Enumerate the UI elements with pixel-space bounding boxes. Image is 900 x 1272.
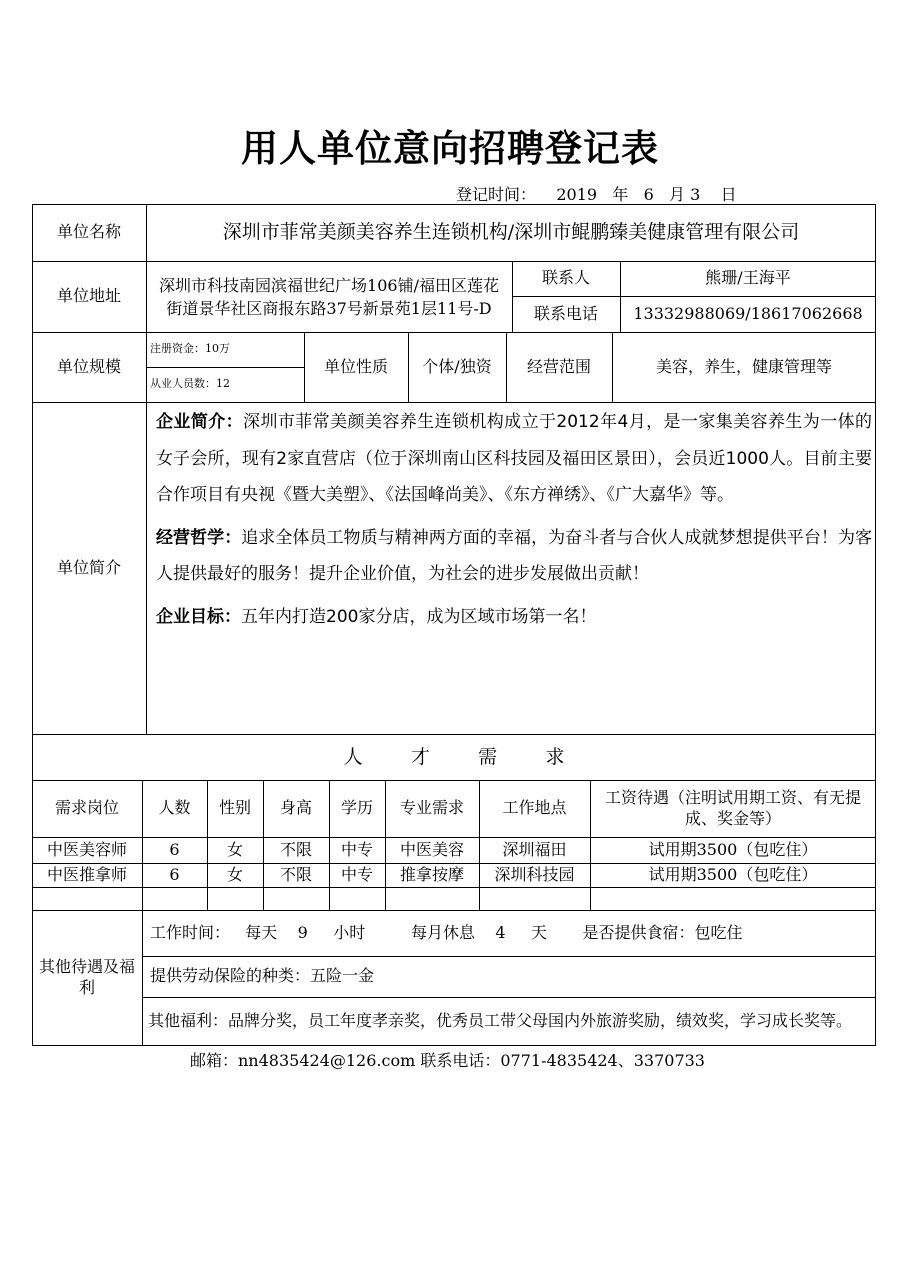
col-major: 专业需求 bbox=[399, 798, 464, 818]
table-row-1-location: 深圳福田 bbox=[502, 839, 567, 859]
label-contact-person: 联系人 bbox=[541, 268, 590, 288]
unit-name-value: 深圳市菲常美颜美容养生连锁机构/深圳市鲲鹏臻美健康管理有限公司 bbox=[222, 221, 800, 244]
goal-title: 企业目标： bbox=[156, 606, 241, 627]
table-row-1-position: 中医美容师 bbox=[46, 839, 127, 859]
table-row-2-position: 中医推拿师 bbox=[46, 864, 127, 884]
insurance-value: 提供劳动保险的种类：五险一金 bbox=[150, 966, 375, 986]
table-row-1-height: 不限 bbox=[279, 839, 312, 859]
table-row-3-empty bbox=[32, 887, 876, 910]
col-salary: 工资待遇（注明试用期工资、有无提成、奖金等） bbox=[604, 787, 861, 828]
form-title: 用人单位意向招聘登记表 bbox=[241, 127, 659, 170]
work-time-value: 工作时间： 每天 9 小时 每月休息 4 天 是否提供食宿：包吃住 bbox=[150, 922, 743, 942]
label-unit-nature: 单位性质 bbox=[323, 356, 388, 376]
registration-form bbox=[32, 204, 876, 1046]
col-height: 身高 bbox=[279, 798, 312, 818]
label-unit-address: 单位地址 bbox=[56, 286, 121, 306]
label-contact-phone: 联系电话 bbox=[533, 303, 598, 323]
philosophy-text: 追求全体员工物质与精神两方面的幸福，为奋斗者与合伙人成就梦想提供平台！为客人提供最好的服务！提升企业价值，为社会的进步发展做出贡献！ bbox=[156, 527, 873, 584]
unit-intro-text bbox=[156, 404, 872, 734]
contact-person-value: 熊珊/王海平 bbox=[705, 268, 791, 288]
table-row-2-height: 不限 bbox=[279, 864, 312, 884]
unit-nature-value: 个体/独资 bbox=[422, 356, 492, 376]
table-row-2-education: 中专 bbox=[340, 864, 373, 884]
label-business-scope: 经营范围 bbox=[526, 356, 591, 376]
table-row-1-gender: 女 bbox=[226, 839, 243, 859]
table-row-2-location: 深圳科技园 bbox=[494, 864, 575, 884]
contact-phone-value: 13332988069/18617062668 bbox=[633, 303, 863, 323]
table-row-2-gender: 女 bbox=[226, 864, 243, 884]
business-scope-value: 美容，养生，健康管理等 bbox=[655, 356, 832, 376]
col-gender: 性别 bbox=[218, 798, 251, 818]
profile-title: 企业简介： bbox=[156, 412, 244, 432]
goal-text: 五年内打造200家分店，成为区域市场第一名！ bbox=[241, 606, 597, 627]
label-unit-scale: 单位规模 bbox=[56, 356, 121, 376]
table-row-1-education: 中专 bbox=[340, 839, 373, 859]
footer-contact: 邮箱：nn4835424@126.com 联系电话：0771-4835424、3370733 bbox=[190, 1051, 705, 1070]
label-unit-name: 单位名称 bbox=[56, 222, 121, 242]
philosophy-title: 经营哲学： bbox=[156, 527, 242, 548]
table-row-1-major: 中医美容 bbox=[399, 839, 464, 859]
table-row-1-salary: 试用期3500（包吃住） bbox=[648, 839, 818, 859]
profile-text: 深圳市菲常美颜美容养生连锁机构成立于2012年4月，是一家集美容养生为一体的女子会所，现有2家直营店（位于深圳南山区科技园及福田区景田），会员近1000人。目前主要合作项目有央视《暨大美塑》、《法国峰尚美》、《东方禅绣》、《广大嘉华》等。 bbox=[156, 412, 873, 505]
registration-date: 登记时间： 2019 年 6 月 3 日 bbox=[456, 185, 737, 204]
staff-count: 从业人员数：12 bbox=[150, 377, 230, 391]
col-location: 工作地点 bbox=[502, 798, 567, 818]
table-row-2-salary: 试用期3500（包吃住） bbox=[648, 864, 818, 884]
col-count: 人数 bbox=[158, 798, 191, 818]
table-row-1-count: 6 bbox=[169, 839, 180, 859]
registered-capital: 注册资金：10万 bbox=[150, 342, 230, 356]
col-education: 学历 bbox=[340, 798, 373, 818]
talent-demand-heading: 人 才 需 求 bbox=[343, 745, 565, 768]
table-row-2-count: 6 bbox=[169, 864, 180, 884]
label-unit-intro: 单位简介 bbox=[56, 557, 121, 577]
other-welfare-value: 其他福利：品牌分奖，员工年度孝亲奖，优秀员工带父母国内外旅游奖励，绩效奖，学习成长奖等。 bbox=[148, 1011, 853, 1030]
table-row-2-major: 推拿按摩 bbox=[399, 864, 464, 884]
label-other-benefits: 其他待遇及福利 bbox=[38, 956, 135, 997]
unit-address-value: 深圳市科技南园滨福世纪广场106铺/福田区莲花街道景华社区商报东路37号新景苑1层11号-D bbox=[159, 275, 499, 318]
col-position: 需求岗位 bbox=[54, 798, 119, 818]
